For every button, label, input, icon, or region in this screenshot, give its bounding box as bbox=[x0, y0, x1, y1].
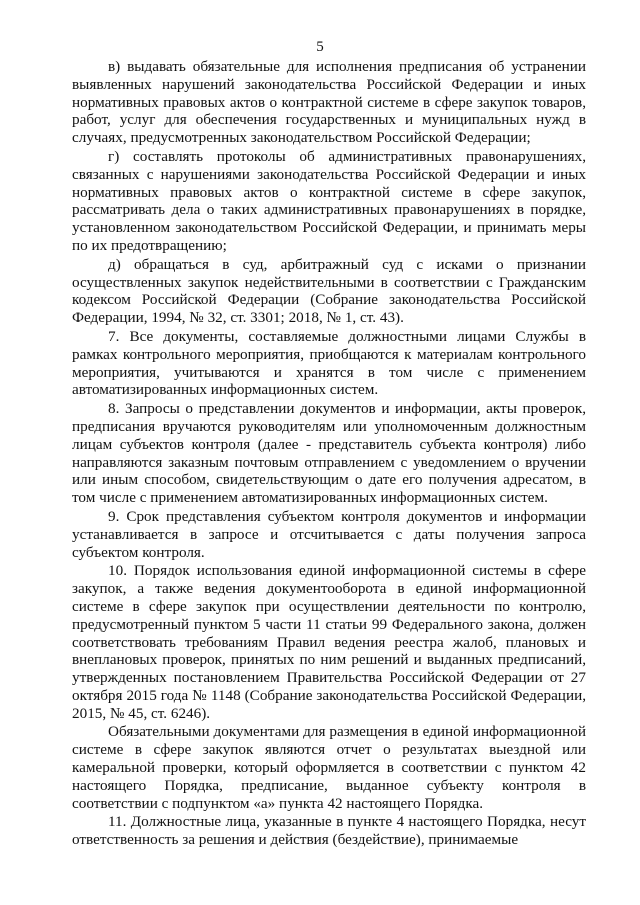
paragraph-mandatory-documents: Обязательными документами для размещения в единой информационной системе в сфере закупок являются отчет о результатах выездной или камеральной проверки, который оформляется в соответствии с пунктом 42 настоящего Порядка, предписание, выданное субъекту контроля в соответствии с подпунктом «а» пункта 42 настоящего Порядка. bbox=[72, 723, 586, 812]
paragraph-item-8: 8. Запросы о представлении документов и информации, акты проверок, предписания вручаются руководителям или уполномоченным должностным лицам субъектов контроля (далее - представитель субъекта контроля) либо направляются заказным почтовым отправлением с уведомлением о вручении или иным способом, свидетельствующим о дате его получения адресатом, в том числе с применением автоматизированных информационных систем. bbox=[72, 400, 586, 507]
paragraph-subitem-d: д) обращаться в суд, арбитражный суд с исками о признании осуществленных закупок недействительными в соответствии с Гражданским кодексом Российской Федерации (Собрание законодательства Российской Федерации, 1994, № 32, ст. 3301; 2018, № 1, ст. 43). bbox=[72, 255, 586, 327]
paragraph-item-10: 10. Порядок использования единой информационной системы в сфере закупок, а также ведения документооборота в единой информационной системе в сфере закупок при осуществлении деятельности по контролю, предусмотренный пунктом 5 части 11 статьи 99 Федерального закона, должен соответствовать требованиям Правил ведения реестра жалоб, плановых и внеплановых проверок, принятых по ним решений и выданных предписаний, утвержденных постановлением Правительства Российской Федерации от 27 октября 2015 года № 1148 (Собрание законодательства Российской Федерации, 2015, № 45, ст. 6246). bbox=[72, 562, 586, 722]
document-body bbox=[72, 58, 586, 850]
paragraph-subitem-g: г) составлять протоколы об административных правонарушениях, связанных с нарушениями законодательства Российской Федерации и иных нормативных правовых актов о контрактной системе в сфере закупок, рассматривать дела о таких административных правонарушениях в порядке, установленном законодательством Российской Федерации, и принимать меры по их предотвращению; bbox=[72, 147, 586, 254]
page-number: 5 bbox=[316, 39, 324, 55]
paragraph-item-9: 9. Срок представления субъектом контроля документов и информации устанавливается в запросе и отсчитывается с даты получения запроса субъектом контроля. bbox=[72, 507, 586, 561]
paragraph-item-11: 11. Должностные лица, указанные в пункте 4 настоящего Порядка, несут ответственность за решения и действия (бездействие), принимаемые bbox=[72, 813, 586, 849]
paragraph-item-7: 7. Все документы, составляемые должностными лицами Службы в рамках контрольного мероприятия, приобщаются к материалам контрольного мероприятия, учитываются и хранятся в том числе с применением автоматизированных информационных систем. bbox=[72, 327, 586, 399]
paragraph-subitem-v: в) выдавать обязательные для исполнения предписания об устранении выявленных нарушений законодательства Российской Федерации и иных нормативных правовых актов о контрактной системе в сфере закупок товаров, работ, услуг для обеспечения государственных и муниципальных нужд в случаях, предусмотренных законодательством Российской Федерации; bbox=[72, 58, 586, 147]
